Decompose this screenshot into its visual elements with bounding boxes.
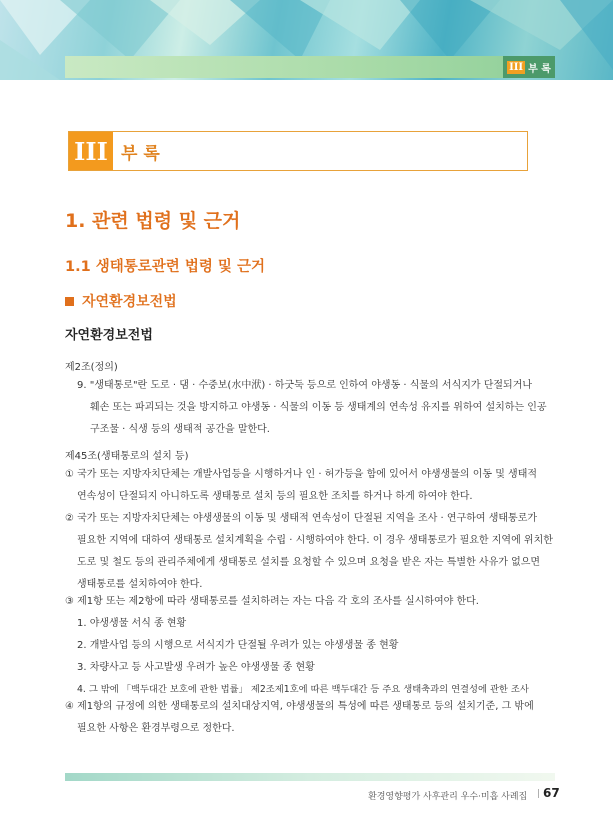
header-chapter-text: 부 록: [528, 63, 551, 75]
chapter-number: III: [69, 132, 113, 170]
footer-strip: [65, 773, 555, 781]
article-45-p1-line: 연속성이 단절되지 아니하도록 생태통로 설치 등의 필요한 조치를 하거나 하게 하여야 한다.: [77, 491, 473, 502]
article-45-p3-item: 2. 개발사업 등의 시행으로 서식지가 단절될 우려가 있는 야생생물 종 현황: [77, 640, 399, 651]
section-heading-3: [65, 291, 177, 311]
section-heading-1: 1. 관련 법령 및 근거: [65, 210, 241, 232]
article-45-p3-item: 3. 차량사고 등 사고발생 우려가 높은 야생생물 종 현황: [77, 662, 315, 673]
header-strip: [65, 56, 555, 78]
article-2-line: 9. "생태통로"란 도로 · 댐 · 수중보(水中洑) · 하굿둑 등으로 인하여 야생동 · 식물의 서식지가 단절되거나: [77, 380, 533, 391]
article-2-title: 제2조(정의): [65, 362, 118, 373]
article-45-p2-line: ② 국가 또는 지방자치단체는 야생생물의 이동 및 생태적 연속성이 단절된 지역을 조사 · 연구하여 생태통로가: [65, 513, 538, 524]
page-number: 67: [543, 786, 560, 800]
footer-separator: |: [537, 789, 541, 799]
footer-book-title: 환경영향평가 사후관리 우수·미흡 사례집: [368, 792, 528, 802]
article-45-p2-line: 필요한 지역에 대하여 생태통로 설치계획을 수립 · 시행하여야 한다. 이 경우 생태통로가 필요한 지역에 위치한: [77, 535, 553, 546]
article-45-title: 제45조(생태통로의 설치 등): [65, 451, 189, 462]
law-title: 자연환경보전법: [65, 328, 153, 343]
article-2-line: 훼손 또는 파괴되는 것을 방지하고 야생동 · 식물의 이동 등 생태계의 연속성 유지를 위하여 설치하는 인공: [90, 402, 547, 413]
article-45-p4-line: ④ 제1항의 규정에 의한 생태통로의 설치대상지역, 야생생물의 특성에 따른 생태통로 등의 설치기준, 그 밖에: [65, 701, 534, 712]
section-heading-2: 1.1 생태통로관련 법령 및 근거: [65, 259, 265, 275]
article-2-line: 구조물 · 식생 등의 생태적 공간을 말한다.: [90, 424, 270, 435]
header-chapter-label: [503, 56, 555, 78]
article-45-p2-line: 도로 및 철도 등의 관리주체에게 생태통로 설치를 요청할 수 있으며 요청을 받은 자는 특별한 사유가 없으면: [77, 557, 541, 568]
section-heading-3-text: 자연환경보전법: [82, 294, 177, 310]
header-chapter-num: III: [509, 61, 524, 73]
square-bullet-icon: [65, 297, 74, 306]
article-45-p3-line: ③ 제1항 또는 제2항에 따라 생태통로를 설치하려는 자는 다음 각 호의 조사를 실시하여야 한다.: [65, 596, 479, 607]
article-45-p3-item: 4. 그 밖에 「백두대간 보호에 관한 법률」 제2조제1호에 따른 백두대간 등 주요 생태축과의 연결성에 관한 조사: [77, 684, 529, 695]
chapter-title: 부 록: [121, 144, 160, 164]
article-45-p4-line: 필요한 사항은 환경부령으로 정한다.: [77, 723, 235, 734]
chapter-title-box: [68, 131, 528, 171]
article-45-p2-line: 생태통로를 설치하여야 한다.: [77, 579, 203, 590]
article-45-p1-line: ① 국가 또는 지방자치단체는 개발사업등을 시행하거나 인 · 허가등을 함에 있어서 야생생물의 이동 및 생태적: [65, 469, 538, 480]
article-45-p3-item: 1. 야생생물 서식 종 현황: [77, 618, 187, 629]
